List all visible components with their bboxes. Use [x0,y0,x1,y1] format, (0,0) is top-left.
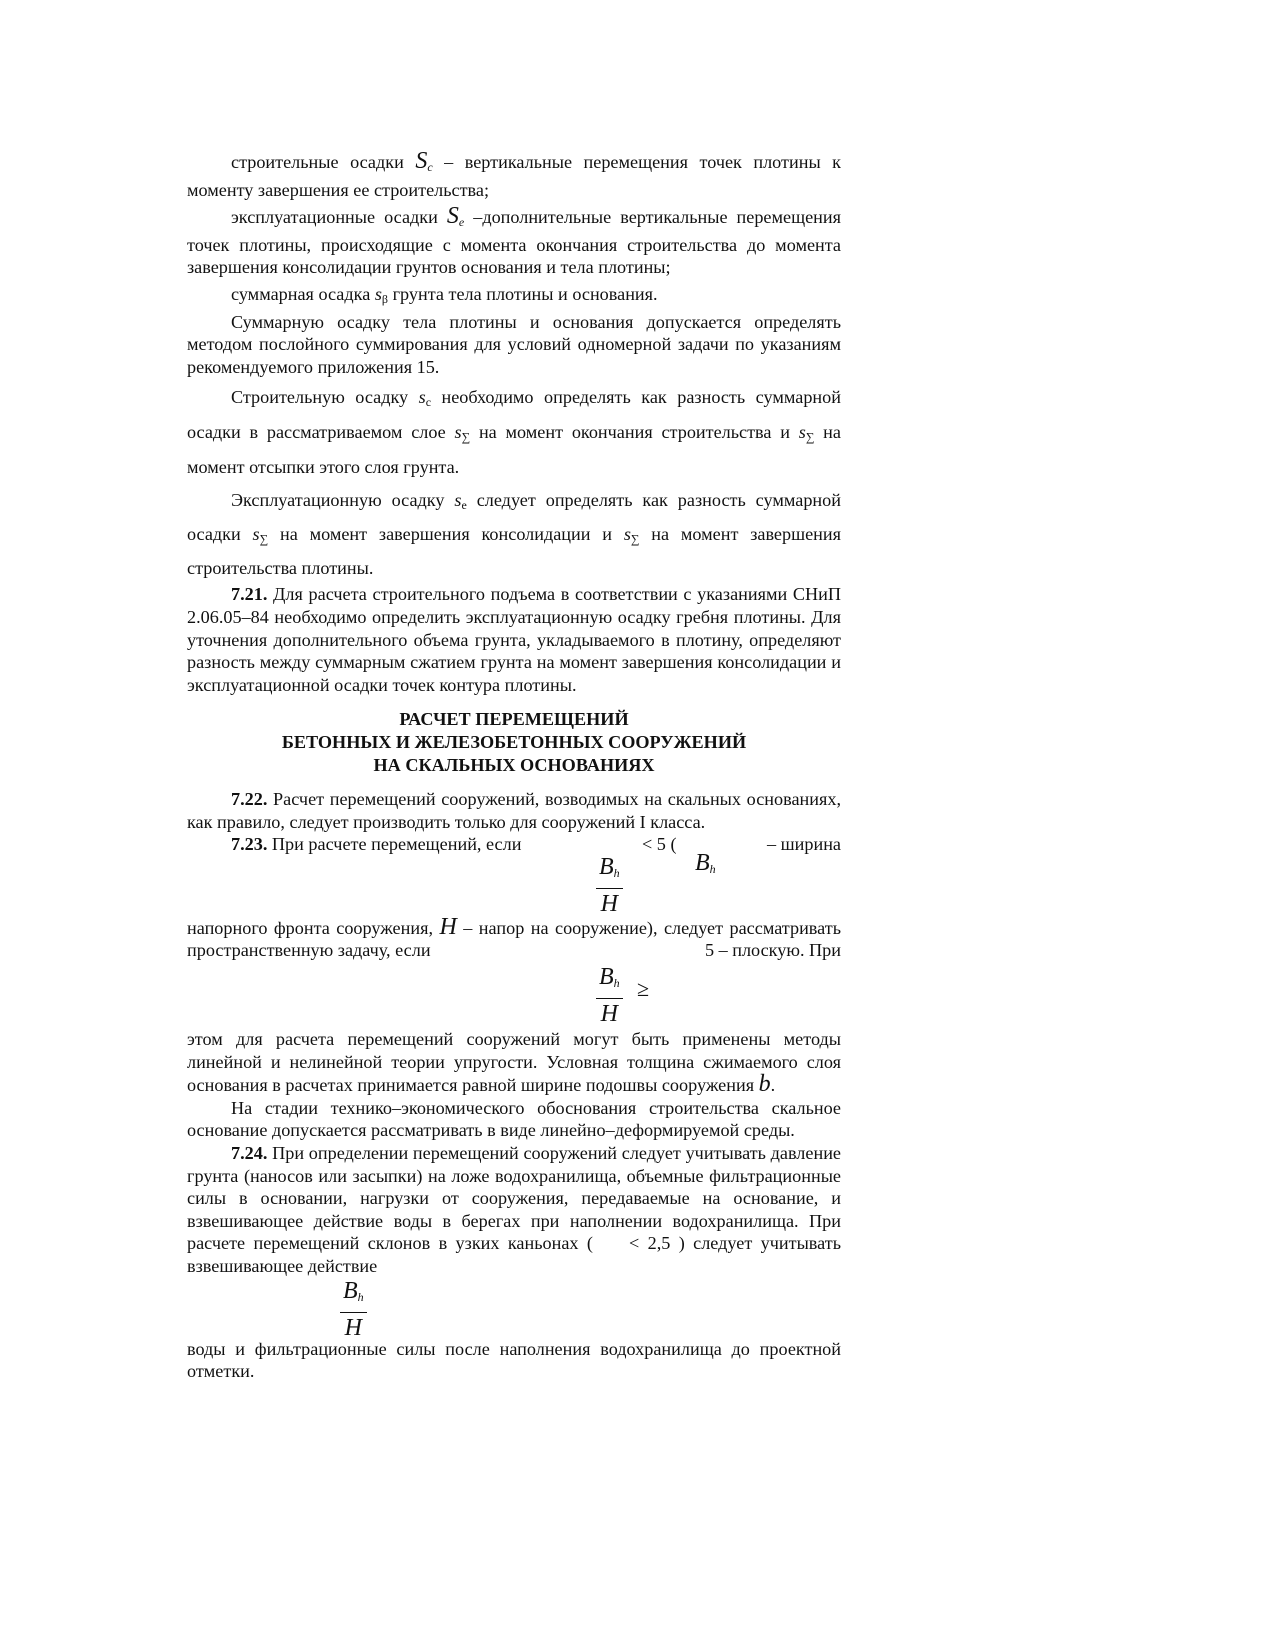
paragraph-7-23 [187,833,841,1097]
text: – вертикальные перемещения точек плотины к моменту завершения ее строительства; [187,152,841,200]
numerator: Bh [596,852,623,889]
text: строительные осадки [231,152,416,172]
text: < 5 ( [642,834,677,855]
numerator: Bh [340,1276,367,1313]
fraction-bh-over-h [596,852,623,919]
subscript: ∑ [259,532,269,547]
paragraph-7-22 [187,788,841,833]
formula-row [187,962,841,1028]
subscript: c [425,395,432,410]
var-s: s [798,422,806,443]
clause-number: 7.23. [231,834,268,855]
paragraph-operational-settlement [187,205,841,279]
fraction-bh-over-h [340,1276,367,1343]
var-bh: Bh [695,849,716,876]
text: эксплуатационные осадки [231,207,447,228]
heading-line: БЕТОННЫХ И ЖЕЛЕЗОБЕТОННЫХ СООРУЖЕНИЙ [281,731,747,752]
paragraph-feasibility: На стадии технико–экономического обоснования строительства скальное основание допускается рассматривать в виде линейно–деформируемой среды. [187,1097,841,1141]
text: на момент завершения строительства плотины. [187,524,842,579]
line [187,1028,841,1097]
denominator: H [600,1001,618,1028]
var-s: s [454,422,462,443]
subscript: β [381,291,389,306]
var-H: H [439,913,457,940]
var-S: S [446,203,459,230]
text [187,1142,841,1278]
text: суммарная осадка [231,283,375,304]
subscript: c [427,160,433,174]
heading-line: РАСЧЕТ ПЕРЕМЕЩЕНИЙ [399,709,629,730]
text: напорного фронта сооружения, [187,917,440,938]
subscript: ∑ [630,532,640,547]
text: Эксплуатационную осадку [231,490,455,511]
formula-row [187,1277,841,1341]
text: Для расчета строительного подъема в соответствии с указаниями СНиП 2.06.05–84 необходимо определить эксплуатационную осадку гребня плотины. Для уточнения дополнительного объема грунта, укладываемого в плотину, определяют разность между суммарным сжатием грунта на момент завершения консолидации и эксплуатационной осадки точек контура плотины. [187,584,841,695]
denominator: H [600,890,618,917]
text: При определении перемещений сооружений следует учитывать давление грунта (наносов или засыпки) на ложе водохранилища, объемные фильтрационные силы в основании, нагрузки от сооружения, передаваемые на основание, и взвешивающее действие воды в берегах при наполнении водохранилища. При расчете перемещений склонов в узких каньонах ( [187,1143,841,1254]
var-s: s [623,524,631,545]
clause-number: 7.21. [231,584,268,605]
heading-line: НА СКАЛЬНЫХ ОСНОВАНИЯХ [373,754,655,775]
section-heading [187,708,841,776]
text: воды и фильтрационные силы после наполнения водохранилища до проектной отметки. [187,1338,841,1382]
text: грунта тела плотины и основания. [388,283,658,304]
text: – напор на сооружение), следует рассматривать пространственную задачу, если [187,917,842,961]
document-page [187,150,841,1383]
text: на момент окончания строительства и [470,422,799,443]
line [187,833,841,856]
var-s: s [418,387,426,408]
text: 5 – плоскую. При [699,939,841,962]
var-s: s [374,283,382,304]
text: на момент завершения консолидации и [268,524,624,545]
var-b: b [758,1071,771,1098]
text: Расчет перемещений сооружений, возводимых на скальных основаниях, как правило, следует производить только для сооружений I класса. [187,789,841,832]
text: Строительную осадку [231,387,419,408]
paragraph-7-21 [187,583,841,696]
text: . [770,1075,776,1096]
subscript: ∑ [805,430,815,445]
subscript: e [461,498,467,513]
var-s: s [454,490,462,511]
text: на момент отсыпки этого слоя грунта. [187,422,841,478]
text: следует определять как разность суммарной осадки [187,490,841,545]
var-S: S [415,148,428,174]
clause-number: 7.22. [231,789,268,810]
text: < 2,5 ) следует учитывать взвешивающее действие [187,1233,841,1276]
fraction-bh-over-h [596,962,623,1029]
subscript: e [458,215,465,230]
text: –дополнительные вертикальные перемещения точек плотины, происходящие с момента окончания строительства до момента завершения консолидации грунтов основания и тела плотины; [187,207,841,278]
text: необходимо определять как разность суммарной осадки в рассматриваемом слое [187,387,841,443]
formula-row [187,849,841,917]
var-s: s [252,524,260,545]
text: При расчете перемещений, если [267,834,522,855]
text [231,833,521,856]
paragraph-total-settlement [187,283,841,311]
text: этом для расчета перемещений сооружений могут быть применены методы линейной и нелинейной теории упругости. Условная толщина сжимаемого слоя основания в расчетах принимается равной ширине подошвы сооружения [187,1029,841,1096]
clause-number: 7.24. [231,1143,268,1164]
paragraph-operational-settlement-calc [187,486,841,583]
denominator: H [344,1314,362,1341]
numerator: Bh [596,962,623,999]
text: – ширина [766,834,841,855]
ge-sign: ≥ [637,976,650,1002]
paragraph-construction-settlement-calc [187,382,841,482]
paragraph-7-24 [187,1142,841,1383]
paragraph-layer-summation: Суммарную осадку тела плотины и основания допускается определять методом послойного суммирования для условий одномерной задачи по указаниям рекомендуемого приложения 15. [187,311,841,377]
subscript: ∑ [461,430,471,445]
paragraph-construction-settlement [187,150,841,201]
